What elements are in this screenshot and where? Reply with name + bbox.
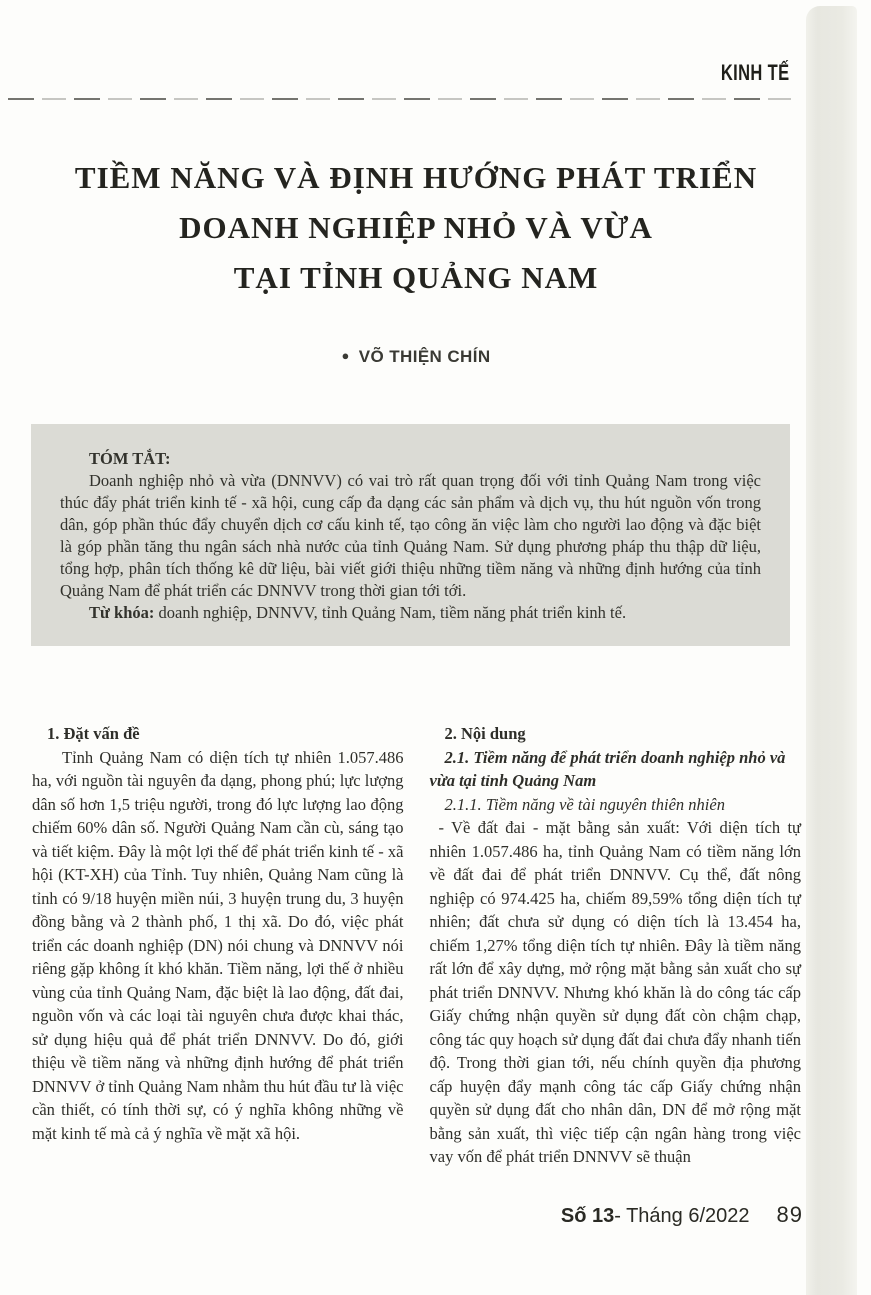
article-title-line-1: TIỀM NĂNG VÀ ĐỊNH HƯỚNG PHÁT TRIỂN bbox=[74, 160, 758, 195]
section-2-1-1-paragraph: - Về đất đai - mặt bằng sản xuất: Với diện tích tự nhiên 1.057.486 ha, tỉnh Quảng Nam có tiềm năng lớn về đất đai để phát triển DNNVV. Cụ thể, đất nông nghiệp có 974.425 ha, chiếm 89,59% tổng diện tích tự nhiên; đất chưa sử dụng có diện tích là 13.454 ha, chiếm 1,27% tổng diện tích tự nhiên. Đây là tiềm năng rất lớn để xây dựng, mở rộng mặt bằng sản xuất cho sự phát triển DNNVV. Nhưng khó khăn là do công tác cấp Giấy chứng nhận quyền sử dụng đất còn chậm chạp, công tác quy hoạch sử dụng đất đai chưa đẩy nhanh tiến độ. Trong thời gian tới, nếu chính quyền địa phương cấp huyện đẩy mạnh công tác cấp Giấy chứng nhận quyền sử dụng đất cho nhân dân, DN để mở rộng mặt bằng sản xuất, thì việc tiếp cận ngân hàng trong việc vay vốn để phát triển DNNVV sẽ thuận bbox=[429, 818, 801, 1166]
column-left bbox=[32, 722, 404, 1169]
article-title-line-3: TẠI TỈNH QUẢNG NAM bbox=[233, 260, 599, 295]
section-1-paragraph: Tỉnh Quảng Nam có diện tích tự nhiên 1.057.486 ha, với nguồn tài nguyên đa dạng, phong phú; lực lượng dân số hơn 1,5 triệu người, trong đó lực lượng lao động chiếm 60% dân số. Người Quảng Nam cần cù, sáng tạo và tiết kiệm. Đây là một lợi thế để phát triển kinh tế - xã hội (KT-XH) của Tỉnh. Tuy nhiên, Quảng Nam cũng là tỉnh có 9/18 huyện miền núi, 3 huyện trung du, 3 huyện đồng bằng và 2 thành phố, 1 thị xã. Do đó, việc phát triển các doanh nghiệp (DN) nói chung và DNNVV nói riêng gặp không ít khó khăn. Tiềm năng, lợi thế ở nhiều vùng của tỉnh Quảng Nam, đặc biệt là lao động, đất đai, nguồn vốn và các loại tài nguyên chưa được khai thác, sử dụng hiệu quả để phát triển DNNVV. Do đó, giới thiệu về tiềm năng và những định hướng để phát triển DNNVV ở tỉnh Quảng Nam nhằm thu hút đầu tư là việc cần thiết, có tính thời sự, có ý nghĩa không những về mặt kinh tế mà cả ý nghĩa về mặt xã hội. bbox=[32, 747, 404, 1143]
issue-date: - Tháng 6/2022 bbox=[614, 1205, 750, 1227]
author-name: VÕ THIỆN CHÍN bbox=[358, 347, 491, 366]
article-title-line-2: DOANH NGHIỆP NHỎ VÀ VỪA bbox=[179, 210, 653, 245]
author-bullet-icon: ● bbox=[341, 348, 350, 363]
section-heading-1: 1. Đặt vấn đề bbox=[47, 724, 140, 743]
column-right bbox=[430, 722, 802, 1169]
abstract-heading: TÓM TẮT: bbox=[89, 449, 171, 468]
header-rule bbox=[8, 98, 791, 100]
abstract-body: Doanh nghiệp nhỏ và vừa (DNNVV) có vai trò rất quan trọng đối với tỉnh Quảng Nam trong việc thúc đẩy phát triển kinh tế - xã hội, cung cấp đa dạng các sản phẩm và dịch vụ, thu hút nguồn vốn trong dân, góp phần thúc đẩy chuyển dịch cơ cấu kinh tế, tạo công ăn việc làm cho người lao động và đặc biệt là góp phần tăng thu ngân sách nhà nước của tỉnh Quảng Nam. Sử dụng phương pháp thu thập dữ liệu, tổng hợp, phân tích thống kê dữ liệu, bài viết giới thiệu những tiềm năng và những định hướng của tỉnh Quảng Nam để phát triển các DNNVV trong thời gian tới tới. bbox=[60, 471, 761, 600]
page-number: 89 bbox=[776, 1202, 803, 1227]
section-heading-2-1: 2.1. Tiềm năng để phát triển doanh nghiệp nhỏ và vừa tại tỉnh Quảng Nam bbox=[429, 747, 786, 790]
abstract-box bbox=[31, 424, 790, 646]
issue-number: Số 13 bbox=[560, 1205, 615, 1227]
section-label: KINH TẾ bbox=[720, 60, 789, 85]
section-heading-2: 2. Nội dung bbox=[444, 724, 526, 743]
article-title bbox=[36, 153, 796, 303]
abstract-keywords bbox=[60, 602, 761, 624]
page-edge-shadow bbox=[806, 6, 857, 1295]
article-columns bbox=[32, 722, 801, 1169]
section-heading-2-1-1: 2.1.1. Tiềm năng về tài nguyên thiên nhiên bbox=[444, 794, 725, 814]
keywords-label: Từ khóa: bbox=[89, 603, 155, 622]
keywords-text: doanh nghiệp, DNNVV, tỉnh Quảng Nam, tiềm năng phát triển kinh tế. bbox=[154, 603, 627, 622]
author-line bbox=[36, 347, 796, 367]
page-footer bbox=[561, 1202, 803, 1228]
